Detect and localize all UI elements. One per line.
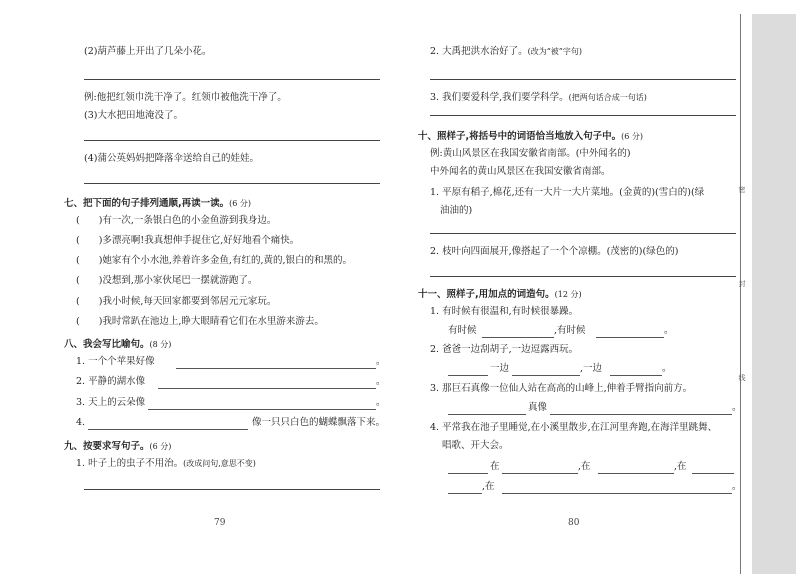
sec10-title: 十、照样子,将括号中的词语恰当地放入句子中。(6 分) — [418, 131, 643, 142]
sec10-q2: 2. 枝叶向四面展开,像搭起了一个个凉棚。(茂密的)(绿色的) — [430, 246, 679, 257]
answer-line[interactable] — [430, 79, 736, 80]
answer-line[interactable] — [84, 183, 380, 184]
binding-strip — [752, 14, 796, 574]
answer-line[interactable] — [84, 140, 380, 141]
answer-line[interactable] — [430, 276, 736, 277]
sec11-q1: 1. 有时候有很温和,有时候很暴躁。 — [430, 306, 579, 317]
answer-line[interactable] — [692, 473, 734, 474]
answer-line[interactable] — [176, 368, 376, 369]
seal-mark-mid: 封 — [738, 280, 746, 287]
sec11-q1-w2: ,有时候 — [554, 325, 586, 336]
sec11-q3-w: 真像 — [528, 402, 548, 413]
period: 。 — [662, 363, 672, 374]
answer-line[interactable] — [84, 79, 380, 80]
period: 。 — [376, 356, 386, 367]
sec7-item: ( )我时常趴在池边上,睁大眼睛看它们在水里游来游去。 — [76, 316, 324, 327]
sec7-item: ( )有一次,一条银白色的小金鱼游到我身边。 — [76, 215, 277, 226]
answer-line[interactable] — [502, 473, 578, 474]
answer-line[interactable] — [84, 489, 380, 490]
period: 。 — [376, 397, 386, 408]
sec8-item: 1. 一个个苹果好像 — [76, 356, 155, 367]
sec10-example: 例:黄山风景区在我国安徽省南部。(中外闻名的) — [430, 148, 631, 159]
sec11-q2-w: 一边 — [490, 363, 510, 374]
sec7-title: 七、把下面的句子排列通顺,再读一读。(6 分) — [64, 198, 251, 209]
period: 。 — [664, 325, 674, 336]
sec10-example-answer: 中外闻名的黄山风景区在我国安徽省南部。 — [430, 166, 611, 177]
answer-line[interactable] — [88, 429, 248, 430]
answer-line[interactable] — [448, 414, 526, 415]
sec10-q1-cont: 油油的) — [440, 205, 473, 216]
sec11-q2: 2. 爸爸一边刮胡子,一边逗露西玩。 — [430, 344, 579, 355]
sec11-q4-cont: 唱歌、开大会。 — [442, 440, 509, 451]
answer-line[interactable] — [430, 115, 736, 116]
page-number-right: 80 — [568, 518, 580, 528]
sec7-item: ( )多漂亮啊!我真想伸手捉住它,好好地看个痛快。 — [76, 235, 300, 246]
q-a4: (4)蒲公英妈妈把降落伞送给自己的娃娃。 — [84, 153, 259, 164]
sec8-item: 4. — [76, 417, 86, 428]
zai: ,在 — [674, 461, 687, 472]
answer-line[interactable] — [448, 473, 488, 474]
answer-line[interactable] — [598, 473, 674, 474]
answer-line[interactable] — [148, 409, 376, 410]
period: 。 — [732, 481, 742, 492]
sec10-q1: 1. 平原有稻子,棉花,还有一大片一大片菜地。(金黄的)(雪白的)(绿 — [430, 187, 705, 198]
answer-line[interactable] — [482, 337, 554, 338]
answer-line[interactable] — [430, 233, 736, 234]
answer-line[interactable] — [512, 375, 580, 376]
sec11-q2-w2: ,一边 — [580, 363, 603, 374]
zai: ,在 — [482, 481, 495, 492]
sec7-item: ( )没想到,那小家伙尾巴一摆就游跑了。 — [76, 275, 258, 286]
answer-line[interactable] — [550, 414, 732, 415]
page-number-left: 79 — [214, 518, 226, 528]
zai: ,在 — [578, 461, 591, 472]
sec8-item4-tail: 像一只只白色的蝴蝶飘落下来。 — [252, 417, 386, 428]
q3: 3. 我们要爱科学,我们要学科学。(把两句话合成一句话) — [430, 92, 647, 103]
q-a3: (3)大水把田地淹没了。 — [84, 110, 183, 121]
q2: 2. 大禹把洪水治好了。(改为“被”字句) — [430, 46, 583, 57]
period: 。 — [732, 402, 742, 413]
sec11-q3: 3. 那巨石真像一位仙人站在高高的山峰上,伸着手臂指向前方。 — [430, 383, 693, 394]
period: 。 — [376, 376, 386, 387]
sec7-item: ( )我小时候,每天回家都要到邻居元元家玩。 — [76, 296, 277, 307]
answer-line[interactable] — [610, 375, 662, 376]
answer-line[interactable] — [502, 493, 732, 494]
q-a2: (2)葫芦藤上开出了几朵小花。 — [84, 46, 212, 57]
sec9-title: 九、按要求写句子。(6 分) — [64, 441, 172, 452]
sec9-q1: 1. 叶子上的虫子不用治。(改成问句,意思不变) — [76, 458, 256, 469]
sec11-q4: 4. 平常我在池子里睡觉,在小溪里散步,在江河里奔跑,在海洋里跳舞、 — [430, 422, 718, 433]
sec11-title: 十一、照样子,用加点的词造句。(12 分) — [418, 289, 582, 300]
answer-line[interactable] — [596, 337, 664, 338]
sec8-item: 2. 平静的湖水像 — [76, 376, 146, 387]
answer-line[interactable] — [158, 388, 376, 389]
sec7-item: ( )她家有个小水池,养着许多金鱼,有红的,黄的,银白的和黑的。 — [76, 255, 352, 266]
sec8-item: 3. 天上的云朵像 — [76, 397, 146, 408]
answer-line[interactable] — [448, 375, 488, 376]
zai: 在 — [490, 461, 500, 472]
seal-mark-bottom: 线 — [738, 374, 746, 381]
sec8-title: 八、我会写比喻句。(8 分) — [64, 339, 172, 350]
seal-mark-top: 密 — [738, 186, 746, 193]
answer-line[interactable] — [448, 493, 482, 494]
binding-line — [740, 14, 741, 574]
sec11-q1-w1: 有时候 — [448, 325, 477, 336]
example-passive: 例:他把红领巾洗干净了。红领巾被他洗干净了。 — [84, 92, 287, 103]
